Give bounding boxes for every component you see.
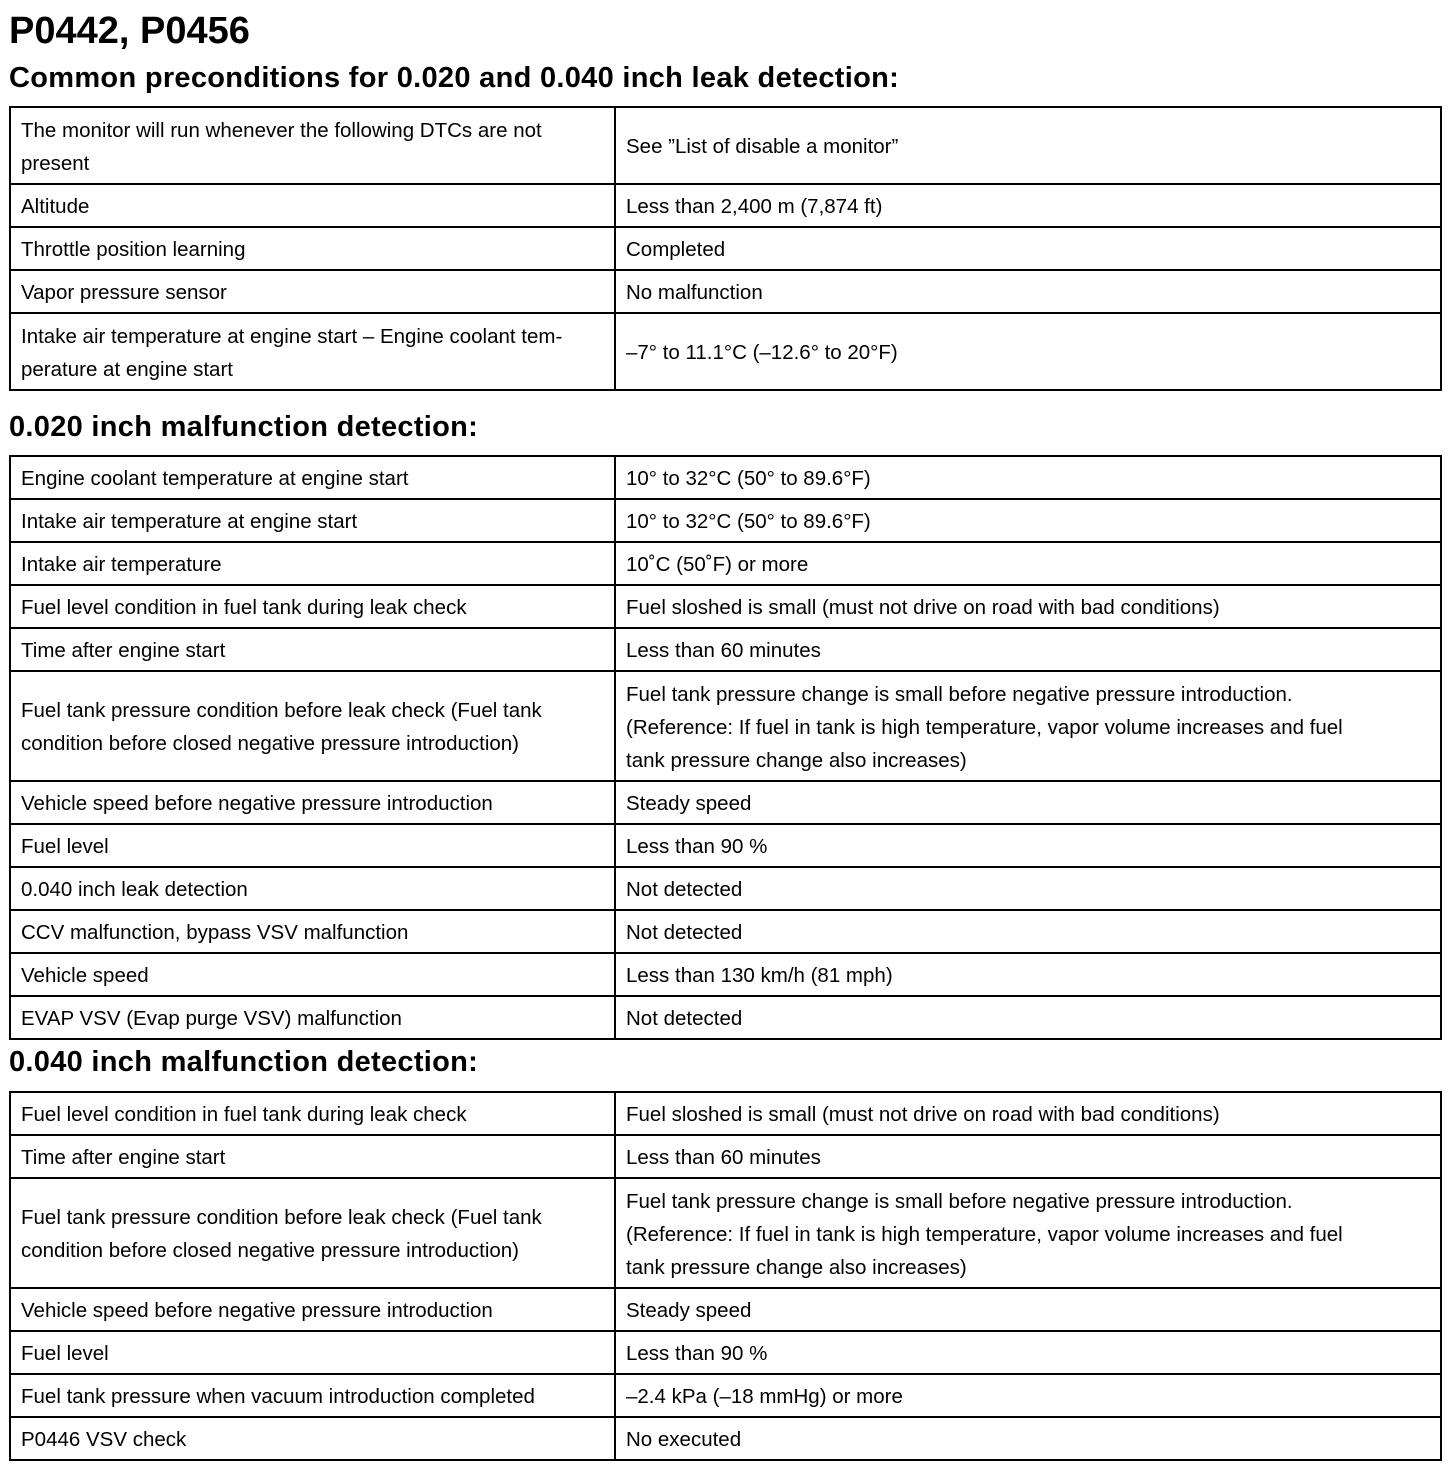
table-row: [10, 824, 1441, 867]
value-cell: Fuel sloshed is small (must not drive on road with bad conditions): [615, 585, 1441, 628]
table-row: [10, 456, 1441, 499]
value-cell: Completed: [615, 227, 1441, 270]
condition-cell: The monitor will run whenever the following DTCs are not present: [10, 107, 615, 184]
condition-cell: Time after engine start: [10, 1135, 615, 1178]
value-cell: Less than 130 km/h (81 mph): [615, 953, 1441, 996]
document-title: P0442, P0456: [9, 10, 250, 52]
table-row: [10, 107, 1441, 184]
table-row: [10, 499, 1441, 542]
detection-0020-table: [9, 455, 1442, 1040]
condition-cell: Intake air temperature at engine start: [10, 499, 615, 542]
value-cell: Not detected: [615, 996, 1441, 1039]
condition-cell: Fuel tank pressure when vacuum introduction completed: [10, 1374, 615, 1417]
condition-cell: Time after engine start: [10, 628, 615, 671]
table-row: [10, 270, 1441, 313]
value-cell: 10° to 32°C (50° to 89.6°F): [615, 456, 1441, 499]
value-cell: 10˚C (50˚F) or more: [615, 542, 1441, 585]
condition-cell: Vapor pressure sensor: [10, 270, 615, 313]
table-row: [10, 1374, 1441, 1417]
table-row: [10, 910, 1441, 953]
table-row: [10, 542, 1441, 585]
condition-cell: Engine coolant temperature at engine start: [10, 456, 615, 499]
value-cell: Less than 2,400 m (7,874 ft): [615, 184, 1441, 227]
value-cell: –2.4 kPa (–18 mmHg) or more: [615, 1374, 1441, 1417]
detection-0040-table: [9, 1091, 1442, 1461]
table-row: [10, 1331, 1441, 1374]
condition-cell: Fuel tank pressure condition before leak check (Fuel tank condition before closed negative pressure introduction): [10, 671, 615, 781]
condition-cell: Fuel level condition in fuel tank during leak check: [10, 1092, 615, 1135]
table-row: [10, 184, 1441, 227]
table-row: [10, 628, 1441, 671]
value-cell: No malfunction: [615, 270, 1441, 313]
condition-cell: Vehicle speed before negative pressure introduction: [10, 781, 615, 824]
value-cell: No executed: [615, 1417, 1441, 1460]
condition-cell: Fuel level: [10, 824, 615, 867]
table-row: [10, 867, 1441, 910]
section-heading-0020-detection: 0.020 inch malfunction detection:: [9, 411, 479, 443]
condition-cell: Intake air temperature: [10, 542, 615, 585]
table-row: [10, 953, 1441, 996]
table-row: [10, 313, 1441, 390]
value-cell: Less than 90 %: [615, 824, 1441, 867]
condition-cell: Vehicle speed: [10, 953, 615, 996]
section-heading-0040-detection: 0.040 inch malfunction detection:: [9, 1046, 479, 1078]
table-row: [10, 1092, 1441, 1135]
condition-cell: Vehicle speed before negative pressure introduction: [10, 1288, 615, 1331]
value-cell: Less than 60 minutes: [615, 628, 1441, 671]
table-row: [10, 781, 1441, 824]
value-cell: 10° to 32°C (50° to 89.6°F): [615, 499, 1441, 542]
condition-cell: Fuel level condition in fuel tank during leak check: [10, 585, 615, 628]
table-row: [10, 227, 1441, 270]
condition-cell: 0.040 inch leak detection: [10, 867, 615, 910]
common-preconditions-table: [9, 106, 1442, 391]
table-row: [10, 1288, 1441, 1331]
value-cell: Steady speed: [615, 781, 1441, 824]
condition-cell: Throttle position learning: [10, 227, 615, 270]
table-row: [10, 996, 1441, 1039]
table-row: [10, 1135, 1441, 1178]
table-row: [10, 1417, 1441, 1460]
condition-cell: Intake air temperature at engine start – Engine coolant tem- perature at engine start: [10, 313, 615, 390]
condition-cell: EVAP VSV (Evap purge VSV) malfunction: [10, 996, 615, 1039]
value-cell: Fuel tank pressure change is small before negative pressure introduction. (Reference: If fuel in tank is high temperature, vapor volume increases and fuel tank pressure change also increases): [615, 671, 1441, 781]
condition-cell: CCV malfunction, bypass VSV malfunction: [10, 910, 615, 953]
table-row: [10, 1178, 1441, 1288]
value-cell: Fuel sloshed is small (must not drive on road with bad conditions): [615, 1092, 1441, 1135]
condition-cell: P0446 VSV check: [10, 1417, 615, 1460]
value-cell: Not detected: [615, 867, 1441, 910]
table-row: [10, 585, 1441, 628]
value-cell: Less than 90 %: [615, 1331, 1441, 1374]
condition-cell: Fuel level: [10, 1331, 615, 1374]
value-cell: Fuel tank pressure change is small before negative pressure introduction. (Reference: If fuel in tank is high temperature, vapor volume increases and fuel tank pressure change also increases): [615, 1178, 1441, 1288]
value-cell: –7° to 11.1°C (–12.6° to 20°F): [615, 313, 1441, 390]
condition-cell: Altitude: [10, 184, 615, 227]
section-heading-common-preconditions: Common preconditions for 0.020 and 0.040 inch leak detection:: [9, 62, 900, 94]
value-cell: Not detected: [615, 910, 1441, 953]
condition-cell: Fuel tank pressure condition before leak check (Fuel tank condition before closed negative pressure introduction): [10, 1178, 615, 1288]
value-cell: Steady speed: [615, 1288, 1441, 1331]
value-cell: See ”List of disable a monitor”: [615, 107, 1441, 184]
table-row: [10, 671, 1441, 781]
value-cell: Less than 60 minutes: [615, 1135, 1441, 1178]
